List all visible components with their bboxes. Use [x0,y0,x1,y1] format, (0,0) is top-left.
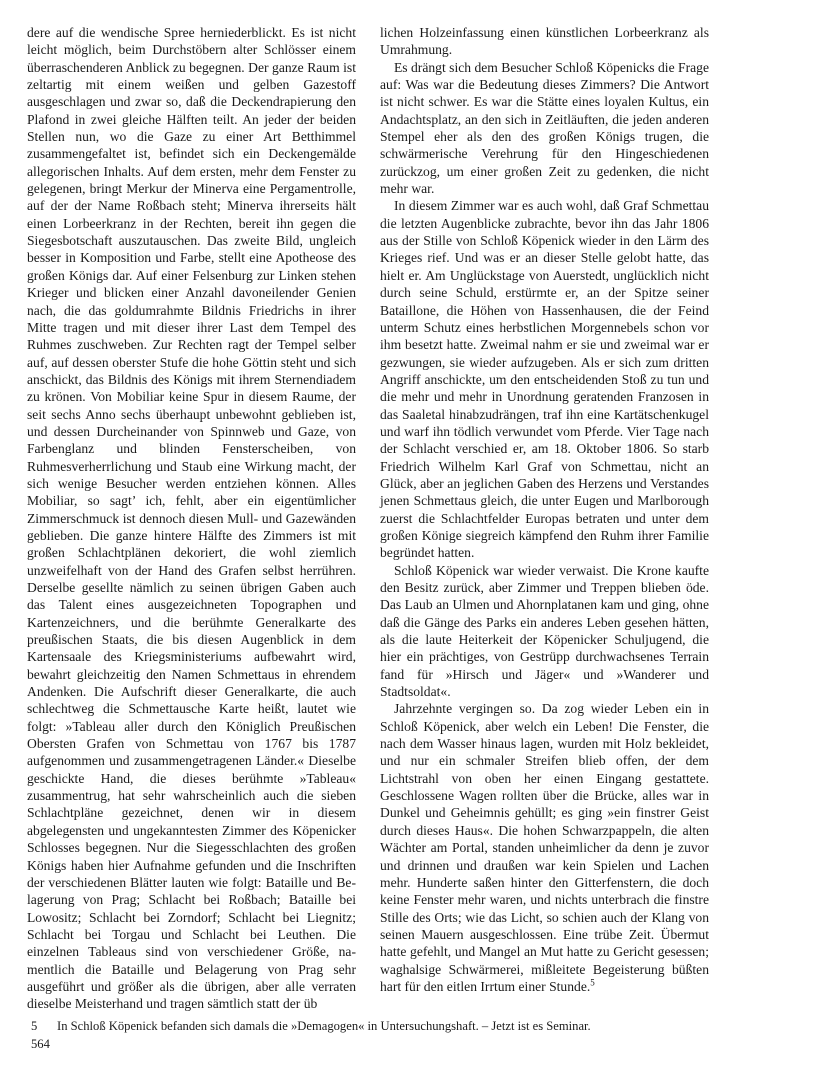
right-text-column [380,24,709,995]
paragraph: dere auf die wendische Spree herniederblickt. Es ist nicht leicht möglich, beim Durchstöbern alter Schlösser einem überraschenderen Anblick zu begegnen. Der ganze Raum ist zeltartig mit einem weißen und gelben Gazestoff ausgeschlagen und zwar so, daß die Deckendrapierung den Plafond in zwei gleiche Hälften teilt. An jeder der beiden Stellen nun, wo die Gaze zu einer Art Betthimmel zusammengefaltet ist, befindet sich ein Deckengemälde allegorischen Inhalts. Auf dem ersten, mehr dem Fenster zu gelegenen, bringt Merkur der Minerva eine Pergamentrolle, auf der der Name Roßbach steht; Minerva ihrerseits hält einen Lorbeerkranz in der Rechten, bereit ihn gegen die Siegesbotschaft auszutauschen. Das zweite Bild, ungleich besser in Komposition und Farbe, stellt eine Apotheose des großen Königs dar. Auf einer Felsenburg zur Linken stehen Krieger und blicken einer Anzahl davoneilender Genien nach, die das goldumrahmte Bildnis Friedrichs in ihrer Mitte tragen und mit dieser ihrer Last dem Tempel des Ruhmes zuschweben. Zur Rechten ragt der Tempel selber auf, auf dessen oberster Stufe die hohe Göttin steht und sich anschickt, das Bildnis des Königs mit ihrem Sternendiadem zu krönen. Von Mobiliar keine Spur in diesem Raume, der seit sechs Anno sechs überhaupt unbewohnt geblieben ist, und dessen Durcheinander von Spinnweb und Gaze, von Farbenglanz und blinden Fensterscheiben, von Ruhmesverherrlichung und Staub eine Wirkung macht, der sich wenige Besucher werden entziehen können. Alles Mobiliar, so sagt’ ich, fehlt, aber ein eigentümlicher Zimmerschmuck ist dennoch diesen Mull- und Gazewänden geblieben. Die ganze hintere Hälfte des Zimmers ist mit großen Schlachtplänen dekoriert, die wohl ziemlich unzweifelhaft von der Hand des Grafen selbst herrühren. Derselbe gesellte nämlich zu seinen übrigen Gaben auch das Talent eines ausgezeichneten Topographen und Kartenzeichners, und die berühmte Generalkarte des preußischen Staats, die bis diesen Augenblick in dem Kartensaale des Kriegsministeriums aufbewahrt wird, bewahrt gleichzeitig den Namen Schmettaus in ehrendem Andenken. Die Aufschrift dieser Generalkarte, die auch schlechtweg die Schmettausche Karte heißt, lautet wie folgt: »Tableau aller durch den Königlich Preußischen Obersten Grafen von Schmettau von 1767 bis 1787 aufgenommen und zusammengetragenen Länder.« Dieselbe geschickte Hand, die dieses berühmte »Tableau« zusammentrug, hat sehr wahrscheinlich auch die sieben Schlachtpläne gezeichnet, denen wir in diesem abgelegensten und ungekanntesten Zimmer des Köpenicker Schlosses begegnen. Nur die Siegesschlachten des großen Königs haben hier Aufnahme gefunden und die Inschriften der verschiedenen Blätter lauten wie folgt: Bataille und Belagerung von Prag; Schlacht bei Roßbach; Bataille bei Lowositz; Schlacht bei Zorndorf; Schlacht bei Liegnitz; Schlacht bei Torgau und Schlacht bei Leuthen. Die einzelnen Tableaus sind von verschiedener Größe, namentlich die Bataille und Belagerung von Prag sehr ausgeführt und größer als die übrigen, aber alle verraten dieselbe Meisterhand und tragen sämtlich statt der üb [27,25,356,1012]
page-number: 564 [31,1037,50,1051]
footnote-text: In Schloß Köpenick befanden sich damals die »Demagogen« in Untersuchungshaft. – Jetzt ist es Seminar. [57,1019,591,1033]
paragraph-with-footnote [380,700,709,995]
paragraph: Es drängt sich dem Besucher Schloß Köpenicks die Frage auf: Was war die Bedeutung dieses Zimmers? Die Antwort ist nicht schwer. Es war die Stätte eines loyalen Kultus, ein Andachtsplatz, an den sich in Zeitläuften, die jeden anderen Stempel eher als den des großen Königs trugen, die schwärmerische Verehrung für den Hingeschiedenen zurückzog, um einer großen Zeit zu gedenken, die nicht mehr war. [380,59,709,197]
left-text-column [27,24,356,1013]
footnote-reference: 5 [590,977,595,988]
paragraph: Schloß Köpenick war wieder verwaist. Die Krone kaufte den Besitz zurück, aber Zimmer und Treppen blieben öde. Das Laub an Ulmen und Ahornplatanen kam und ging, ohne daß die Gänge des Parks ein anderes Leben gesehen hätten, als die laute Heiterkeit der Köpenicker Schuljugend, die hier ein prächtiges, von Gestrüpp durchwachsenes Terrain fand für »Hirsch und Jäger« und »Wanderer und Stadtsoldat«. [380,562,709,700]
paragraph: In diesem Zimmer war es auch wohl, daß Graf Schmettau die letzten Augenblicke zubrachte, bevor ihn das Jahr 1806 aus der Stille von Schloß Köpenick wieder in den Lärm des Krieges rief. Und was er an dieser Stelle gelobt hatte, das hielt er. Am Unglückstage von Auerstedt, unglücklich nicht durch seine Schuld, erstürmte er, an der Spitze seiner Bataillone, die Höhen von Hassenhausen, die der Feind unterm Schutz eines herbstlichen Morgennebels schon vor ihm besetzt hatte. Zweimal nahm er sie und zweimal war er gezwungen, sie wieder aufzugeben. Als er sich zum dritten Angriff anschickte, um den entscheidenden Stoß zu tun und die mehr und mehr in Unordnung geratenden Franzosen in das Saaletal hinabzudrängen, traf ihn eine Kartätschenkugel und warf ihn tödlich verwundet vom Pferde. Vier Tage nach der Schlacht verschied er, am 18. Oktober 1806. So starb Friedrich Wilhelm Karl Graf von Schmettau, nicht an Glück, aber an jeglichen Gaben des Herzens und Verstandes jenen Schmettaus gleich, die unter Eugen und Marlborough zuerst die Schlachtfelder Europas betraten und unter dem großen Könige siegreich kämpfend den Ruhm ihrer Familie begründet hatten. [380,198,709,561]
paragraph-text: Jahrzehnte vergingen so. Da zog wieder Leben ein in Schloß Köpenick, aber welch ein Leben! Die Fenster, die nach dem Wasser hinaus lagen, wurden mit Holz bekleidet, und nur ein schmaler Streifen blieb offen, der dem Lichtstrahl von oben her einen Eingang gestattete. Geschlossene Wagen rollten über die Brücke, alles war in Dunkel und Geheimnis gehüllt; es ging »ein finstrer Geist durch dieses Haus«. Die hohen Schwarzpappeln, die alten Wächter am Portal, standen unheimlicher da denn je zuvor und drinnen und draußen war kein Spielen und Lachen mehr. Hunderte saßen hinter den Gitterfenstern, die doch keine Fenster mehr waren, und nichts unterbrach die finstre Stille des Orts; wie das Licht, so schien auch der Klang von seinen Mauern ausgeschlossen. Eine trübe Zeit. Übermut hatte gefehlt, und Mangel an Mut hatte zu Gericht gesessen; waghalsige Schwärmerei, mißleitete Begeisterung büßten hart für den eitlen Irrtum einer Stunde. [380,701,709,994]
footnote [31,1018,791,1034]
paragraph: lichen Holzeinfassung einen künstlichen Lorbeerkranz als Umrahmung. [380,25,709,58]
footnote-number: 5 [31,1019,38,1033]
